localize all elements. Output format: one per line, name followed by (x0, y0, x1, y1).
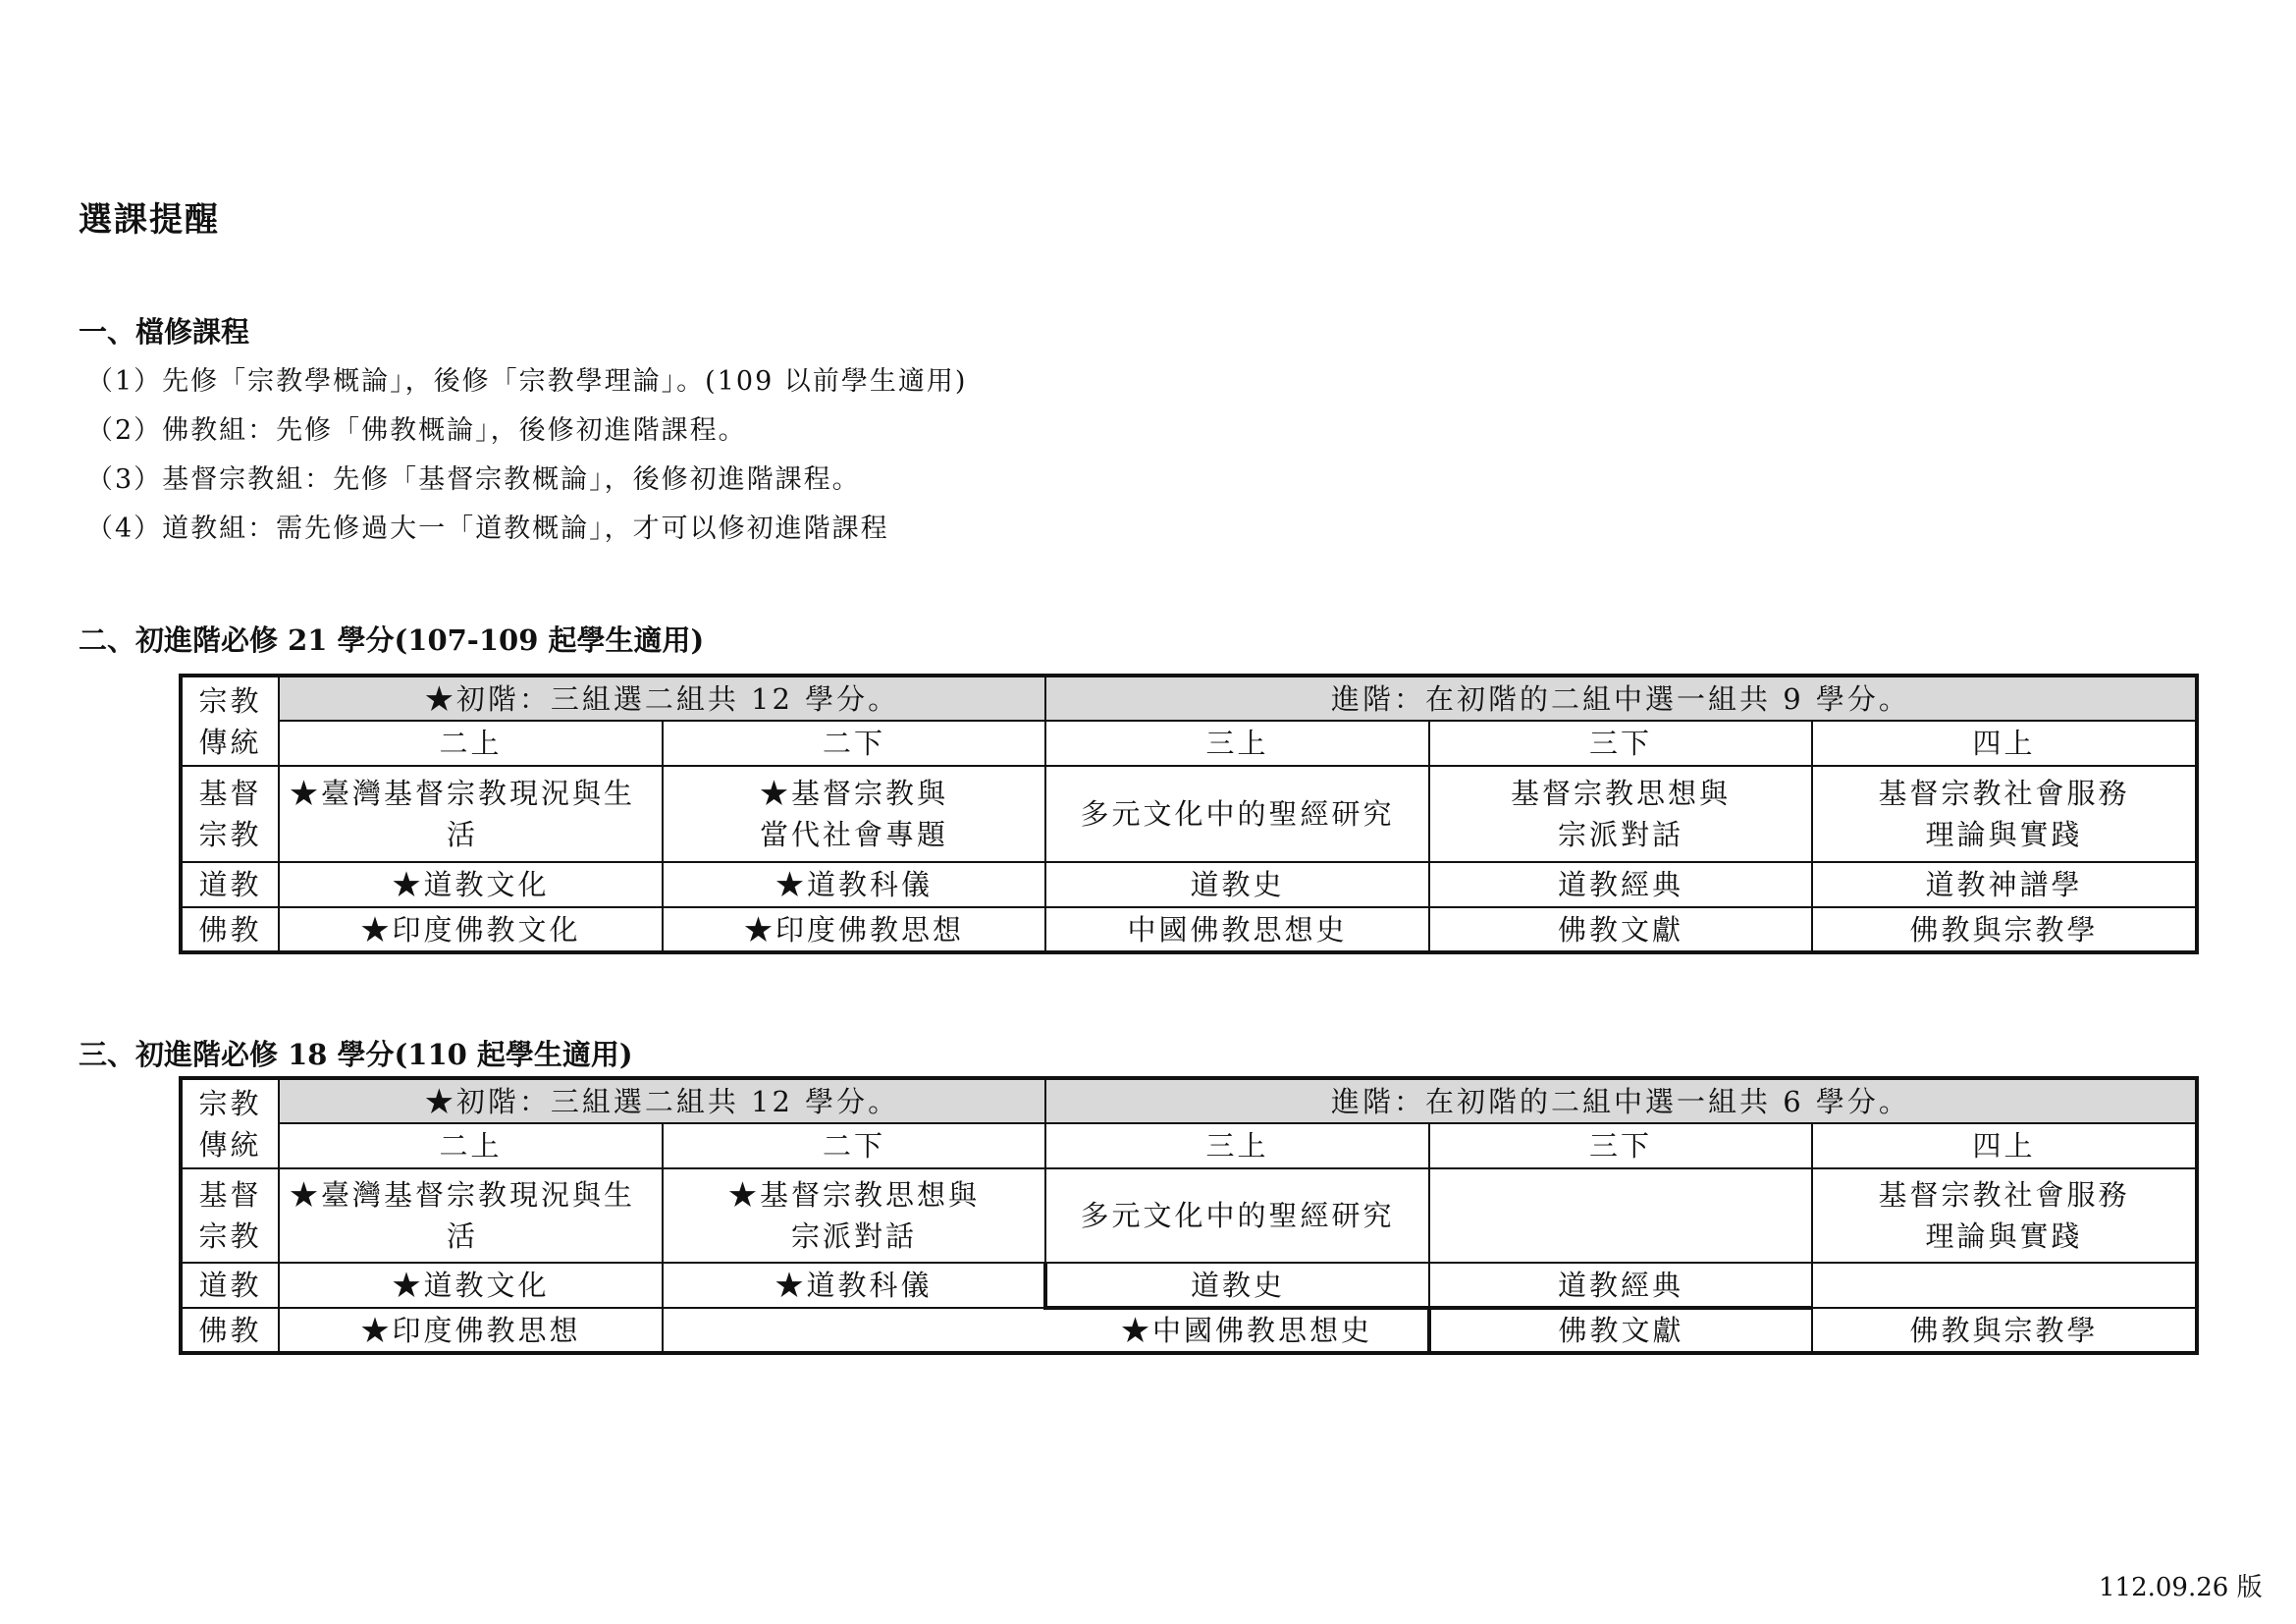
row-label: 基督 宗教 (181, 1168, 279, 1263)
group-advanced-header: 進階：在初階的二組中選一組共 9 學分。 (1045, 676, 2197, 721)
row-label: 道教 (181, 1263, 279, 1308)
section3-heading: 三、初進階必修 18 學分(110 起學生適用) (79, 1038, 633, 1071)
course-cell: ★基督宗教與 當代社會專題 (663, 766, 1045, 862)
row-label: 基督 宗教 (181, 766, 279, 862)
course-cell: ★臺灣基督宗教現況與生 活 (279, 766, 663, 862)
course-cell: ★基督宗教思想與 宗派對話 (663, 1168, 1045, 1263)
table-row (181, 1308, 2197, 1353)
group-basic-header: ★初階：三組選二組共 12 學分。 (279, 676, 1045, 721)
section1-heading: 一、檔修課程 (79, 315, 250, 349)
row-label: 佛教 (181, 907, 279, 952)
section1-item-3: （3）基督宗教組：先修「基督宗教概論」，後修初進階課程。 (86, 464, 861, 495)
section1-item-4: （4）道教組：需先修過大一「道教概論」，才可以修初進階課程 (86, 514, 889, 544)
table-row (181, 862, 2197, 907)
course-cell: 多元文化中的聖經研究 (1045, 1168, 1429, 1263)
table-row (181, 766, 2197, 862)
course-cell-empty (1812, 1263, 2197, 1308)
course-cell: 多元文化中的聖經研究 (1045, 766, 1429, 862)
course-cell: 佛教文獻 (1429, 907, 1812, 952)
course-cell: 基督宗教社會服務 理論與實踐 (1812, 766, 2197, 862)
course-cell: 道教經典 (1429, 1263, 1812, 1308)
course-cell: ★印度佛教文化 (279, 907, 663, 952)
semester-header: 四上 (1812, 1123, 2197, 1168)
course-cell: ★道教科儀 (663, 862, 1045, 907)
semester-header: 二上 (279, 721, 663, 766)
semester-header: 三下 (1429, 721, 1812, 766)
course-cell: 道教史 (1045, 1263, 1429, 1308)
page-title: 選課提醒 (79, 200, 220, 240)
semester-header: 二下 (663, 1123, 1045, 1168)
table-row (181, 907, 2197, 952)
table-110 (179, 1076, 2199, 1355)
course-cell: ★中國佛教思想史 (663, 1308, 1429, 1353)
course-cell: 基督宗教思想與 宗派對話 (1429, 766, 1812, 862)
semester-header: 四上 (1812, 721, 2197, 766)
table-row (181, 1263, 2197, 1308)
course-cell: ★臺灣基督宗教現況與生 活 (279, 1168, 663, 1263)
section1-item-2: （2）佛教組：先修「佛教概論」，後修初進階課程。 (86, 415, 747, 446)
course-cell: 道教經典 (1429, 862, 1812, 907)
section2-heading: 二、初進階必修 21 學分(107-109 起學生適用) (79, 623, 705, 657)
course-cell: 佛教與宗教學 (1812, 907, 2197, 952)
semester-header: 二上 (279, 1123, 663, 1168)
course-cell: 佛教與宗教學 (1812, 1308, 2197, 1353)
group-basic-header: ★初階：三組選二組共 12 學分。 (279, 1078, 1045, 1123)
course-cell: 中國佛教思想史 (1045, 907, 1429, 952)
course-cell: ★印度佛教思想 (663, 907, 1045, 952)
course-cell: ★道教文化 (279, 862, 663, 907)
semester-header: 三上 (1045, 1123, 1429, 1168)
course-cell: ★印度佛教思想 (279, 1308, 663, 1353)
table-row (181, 1168, 2197, 1263)
version-label: 112.09.26 版 (2099, 1573, 2263, 1602)
course-cell: 佛教文獻 (1429, 1308, 1812, 1353)
course-cell: ★道教科儀 (663, 1263, 1045, 1308)
semester-header: 二下 (663, 721, 1045, 766)
semester-header: 三下 (1429, 1123, 1812, 1168)
course-cell-empty (1429, 1168, 1812, 1263)
corner-cell: 宗教 傳統 (181, 676, 279, 766)
section1-item-1: （1）先修「宗教學概論」，後修「宗教學理論」。(109 以前學生適用) (86, 366, 968, 397)
row-label: 道教 (181, 862, 279, 907)
course-cell: ★道教文化 (279, 1263, 663, 1308)
row-label: 佛教 (181, 1308, 279, 1353)
semester-header: 三上 (1045, 721, 1429, 766)
table-107-109 (179, 674, 2199, 954)
course-cell: 基督宗教社會服務 理論與實踐 (1812, 1168, 2197, 1263)
course-cell: 道教神譜學 (1812, 862, 2197, 907)
course-cell: 道教史 (1045, 862, 1429, 907)
corner-cell: 宗教 傳統 (181, 1078, 279, 1168)
group-advanced-header: 進階：在初階的二組中選一組共 6 學分。 (1045, 1078, 2197, 1123)
